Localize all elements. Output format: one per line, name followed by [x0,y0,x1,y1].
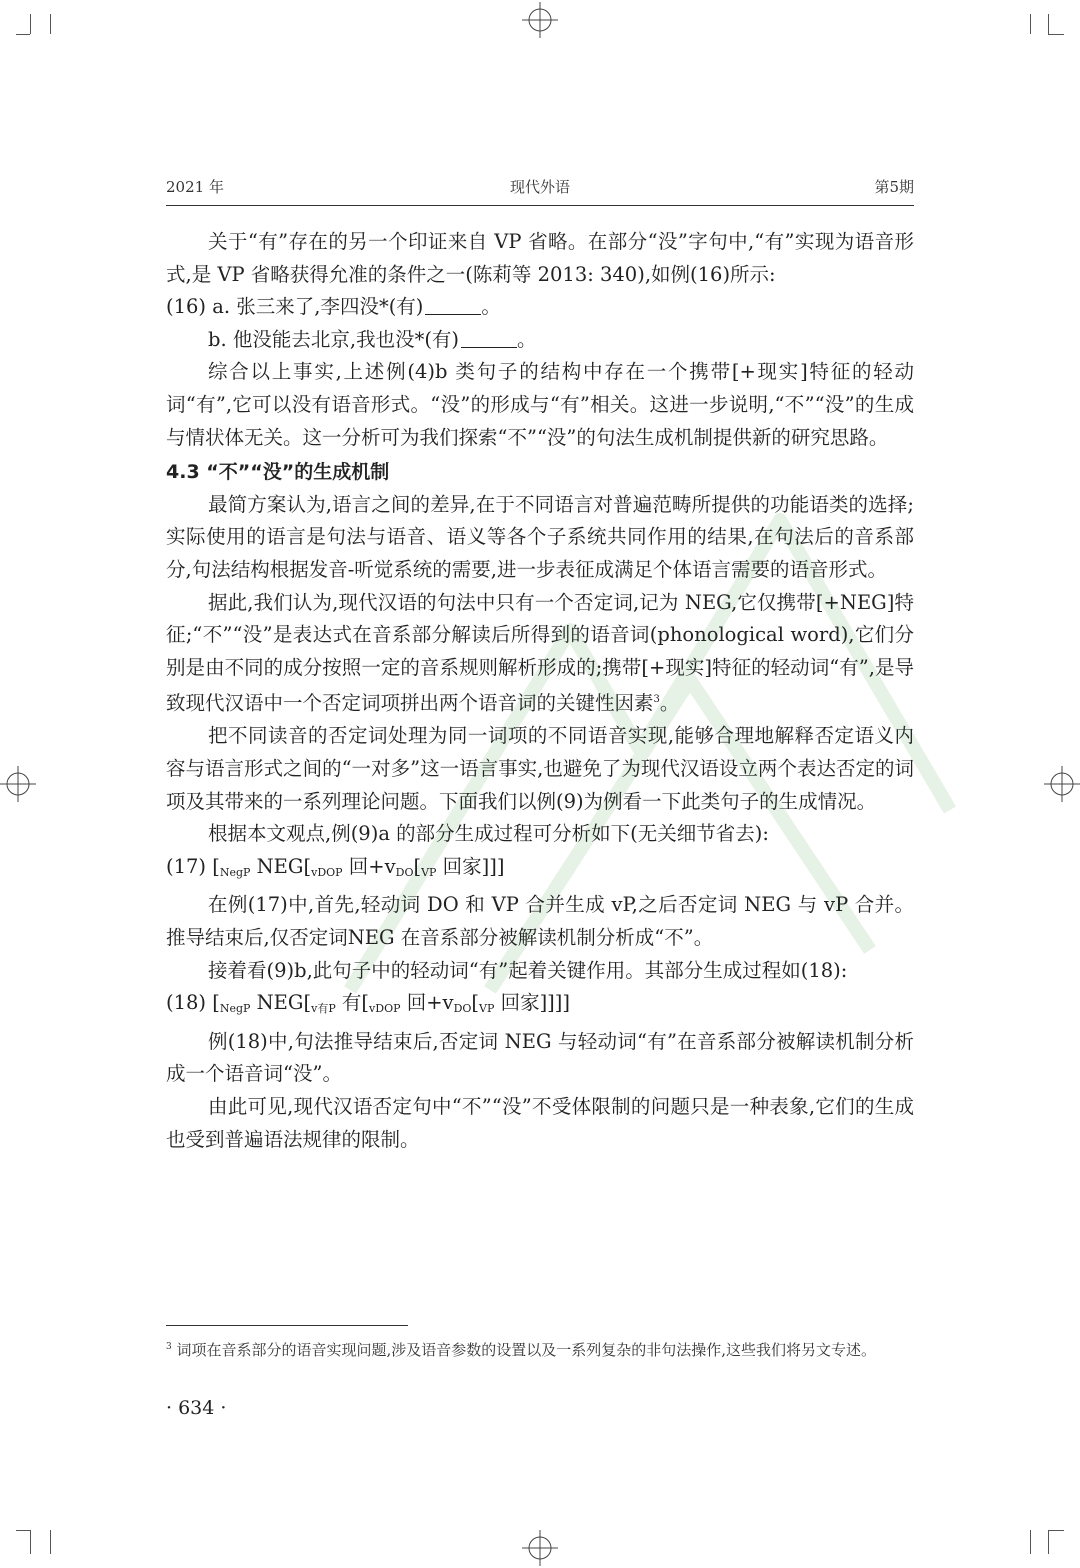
subscript: DO [395,865,414,879]
paragraph: 例(18)中,句法推导结束后,否定词 NEG 与轻动词“有”在音系部分被解读机制分析成一个语音词“没”。 [166,1029,914,1086]
crop-mark [1048,14,1049,34]
paragraph: 把不同读音的否定词处理为同一词项的不同语音实现,能够合理地解释否定语义内容与语言形式之间的“一对多”这一语言事实,也避免了为现代汉语设立两个表达否定的词项及其带来的一系列理论问题。下面我们以例(9)为例看一下此类句子的生成情况。 [166,724,914,813]
paragraph: 综合以上事实,上述例(4)b 类句子的结构中存在一个携带[+现实]特征的轻动词“有”,它可以没有语音形式。“没”的形成与“有”相关。这进一步说明,“不”“没”的生成与情状体无关。这一分析可为我们探索“不”“没”的句法生成机制提供新的研究思路。 [166,360,914,449]
bracket-text: [ [413,854,422,878]
paragraph: 最简方案认为,语言之间的差异,在于不同语言对普遍范畴所提供的功能语类的选择;实际使用的语言是句法与语音、语义等各个子系统共同作用的结果,在句法后的音系部分,句法结构根据发音-听觉系统的需要,进一步表征成满足个体语言需要的语音形式。 [166,492,914,581]
section-heading: 4.3 “不”“没”的生成机制 [166,461,390,484]
subscript: DO [453,1002,472,1016]
crop-mark [1048,34,1064,35]
subscript: VP [421,865,437,879]
crop-mark [50,14,51,34]
example-text: (16) a. 张三来了,李四没*(有) [166,295,424,319]
registration-mark-right [1044,766,1080,802]
crop-mark [16,34,30,35]
header-year: 2021 年 [166,178,224,196]
paragraph: 根据本文观点,例(9)a 的部分生成过程可分析如下(无关细节省去): [208,822,769,846]
footnote-mark: 3 [166,1342,172,1352]
bracket-text: (18) [ [166,991,220,1015]
paragraph-end: 。 [659,691,680,715]
paragraph: 在例(17)中,首先,轻动词 DO 和 VP 合并生成 vP,之后否定词 NEG 与 vP 合并。推导结束后,仅否定词NEG 在音系部分被解读机制分析成“不”。 [166,893,914,949]
bracket-text: 回家]]]] [494,991,571,1015]
header-journal: 现代外语 [509,178,571,196]
example-period: 。 [481,295,501,319]
paragraph: 接着看(9)b,此句子中的轻动词“有”起着关键作用。其部分生成过程如(18): [208,958,848,982]
example-text: b. 他没能去北京,我也没*(有) [208,327,460,351]
example-17 [166,851,914,890]
blank-line [425,296,481,315]
running-header [166,176,914,204]
footnote-rule [166,1325,408,1326]
bracket-text: 有[ [335,991,370,1015]
registration-mark-top [522,2,558,38]
subscript: v有P [311,1002,336,1016]
paragraph: 由此可见,现代汉语否定句中“不”“没”不受体限制的问题只是一种表象,它们的生成也受到普遍语法规律的限制。 [166,1094,914,1151]
subscript: VP [479,1002,495,1016]
bracket-text: 回+v [342,854,396,878]
article-body [166,226,914,1156]
bracket-text: (17) [ [166,854,220,878]
crop-mark [1030,14,1031,34]
crop-mark [1030,1530,1031,1554]
crop-mark [16,1530,30,1531]
bracket-text: 回家]]] [436,854,505,878]
crop-mark [30,1530,31,1554]
subscript: NegP [219,865,251,879]
bracket-text: [ [471,991,480,1015]
footnote-text: 词项在音系部分的语音实现问题,涉及语音参数的设置以及一系列复杂的非句法操作,这些我们将另文专述。 [171,1341,877,1359]
bracket-text: NEG[ [250,854,312,878]
crop-mark [50,1530,51,1554]
registration-mark-bottom [522,1530,558,1566]
subscript: vDOP [311,865,343,879]
subscript: vDOP [369,1002,401,1016]
crop-mark [1048,1530,1049,1554]
example-18 [166,987,914,1026]
crop-mark [30,14,31,34]
example-period: 。 [517,327,537,351]
bracket-text: 回+v [400,991,454,1015]
header-rule [166,205,914,206]
blank-line [461,329,517,348]
example-16b [166,324,914,357]
registration-mark-left [0,766,36,802]
subscript: NegP [219,1002,251,1016]
page-number: · 634 · [166,1397,227,1419]
footnote-ref: 3 [653,694,660,706]
paragraph: 关于“有”存在的另一个印证来自 VP 省略。在部分“没”字句中,“有”实现为语音形式,是 VP 省略获得允准的条件之一(陈莉等 2013: 340),如例(16)所示: [166,230,914,286]
paragraph [166,587,914,721]
header-issue: 第5期 [874,178,914,196]
crop-mark [1048,1530,1064,1531]
bracket-text: NEG[ [250,991,312,1015]
example-16a [166,291,914,324]
footnote [166,1334,914,1364]
paragraph-text: 据此,我们认为,现代汉语的句法中只有一个否定词,记为 NEG,它仅携带[+NEG]特征;“不”“没”是表达式在音系部分解读后所得到的语音词(phonological word),它们分别是由不同的成分按照一定的音系规则解析形成的;携带[+现实]特征的轻动词“有”,是导致现代汉语中一个否定词项拼出两个语音词的关键性因素 [166,590,914,715]
